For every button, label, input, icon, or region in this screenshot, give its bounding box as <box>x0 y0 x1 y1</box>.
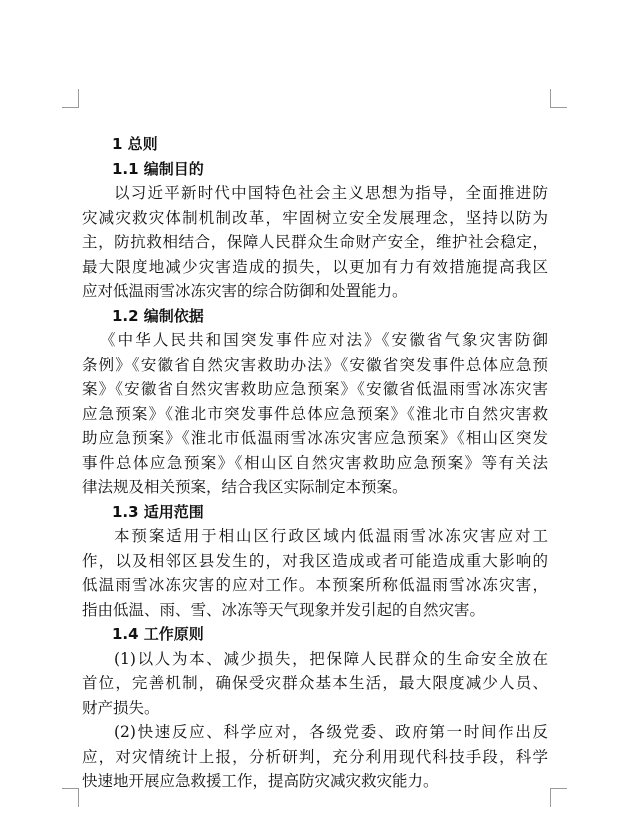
paragraph-line: 助应急预案》《淮北市低温雨雪冰冻灾害应急预案》《相山区突发 <box>82 429 548 447</box>
section-heading: 1.4 工作原则 <box>112 625 204 643</box>
paragraph-line: 《中华人民共和国突发事件应对法》《安徽省气象灾害防御 <box>100 331 548 349</box>
corner-mark-bottom-right <box>550 788 567 807</box>
paragraph-line: 灾减灾救灾体制机制改革，牢固树立安全发展理念，坚持以防为 <box>82 208 548 227</box>
paragraph-line: 以习近平新时代中国特色社会主义思想为指导，全面推进防 <box>114 184 548 202</box>
paragraph-line: 首位，完善机制，确保受灾群众基本生活，最大限度减少人员、 <box>82 674 548 692</box>
paragraph-line: 条例》《安徽省自然灾害救助办法》《安徽省突发事件总体应急预 <box>82 355 548 374</box>
paragraph-line: 指由低温、雨、雪、冰冻等天气现象并发引起的自然灾害。 <box>82 600 486 619</box>
corner-mark-top-left <box>62 89 79 108</box>
paragraph-line: (2)快速反应、科学应对，各级党委、政府第一时间作出反 <box>114 723 548 741</box>
paragraph-line: 低温雨雪冰冻灾害的应对工作。本预案所称低温雨雪冰冻灾害， <box>82 576 548 594</box>
paragraph-line: 主，防抗救相结合，保障人民群众生命财产安全，维护社会稳定， <box>82 233 548 251</box>
corner-mark-bottom-left <box>62 788 79 807</box>
paragraph-line: 律法规及相关预案，结合我区实际制定本预案。 <box>82 478 408 496</box>
paragraph-line: 应急预案》《淮北市突发事件总体应急预案》《淮北市自然灾害救 <box>82 404 548 423</box>
paragraph-line: 案》《安徽省自然灾害救助应急预案》《安徽省低温雨雪冰冻灾害 <box>82 380 548 398</box>
paragraph-line: 作，以及相邻区县发生的，对我区造成或者可能造成重大影响的 <box>82 551 548 570</box>
paragraph-line: 财产损失。 <box>82 698 160 717</box>
paragraph-line: 最大限度地减少灾害造成的损失，以更加有力有效措施提高我区 <box>82 257 548 276</box>
paragraph-line: 事件总体应急预案》《相山区自然灾害救助应急预案》等有关法 <box>82 453 548 472</box>
section-heading: 1.3 适用范围 <box>112 502 204 521</box>
document-page <box>82 132 548 794</box>
paragraph-line: 应，对灾情统计上报，分析研判，充分利用现代科技手段，科学 <box>82 747 548 766</box>
paragraph-line: 快速地开展应急救援工作，提高防灾减灾救灾能力。 <box>82 772 439 790</box>
paragraph-line: 应对低温雨雪冰冻灾害的综合防御和处置能力。 <box>82 282 408 300</box>
paragraph-line: 本预案适用于相山区行政区域内低温雨雪冰冻灾害应对工 <box>114 527 548 545</box>
corner-mark-top-right <box>550 89 567 108</box>
paragraph-line: (1)以人为本、减少损失，把保障人民群众的生命安全放在 <box>114 649 548 668</box>
section-heading: 1.2 编制依据 <box>112 306 204 325</box>
section-heading: 1.1 编制目的 <box>112 159 204 178</box>
section-heading: 1 总则 <box>112 135 158 153</box>
